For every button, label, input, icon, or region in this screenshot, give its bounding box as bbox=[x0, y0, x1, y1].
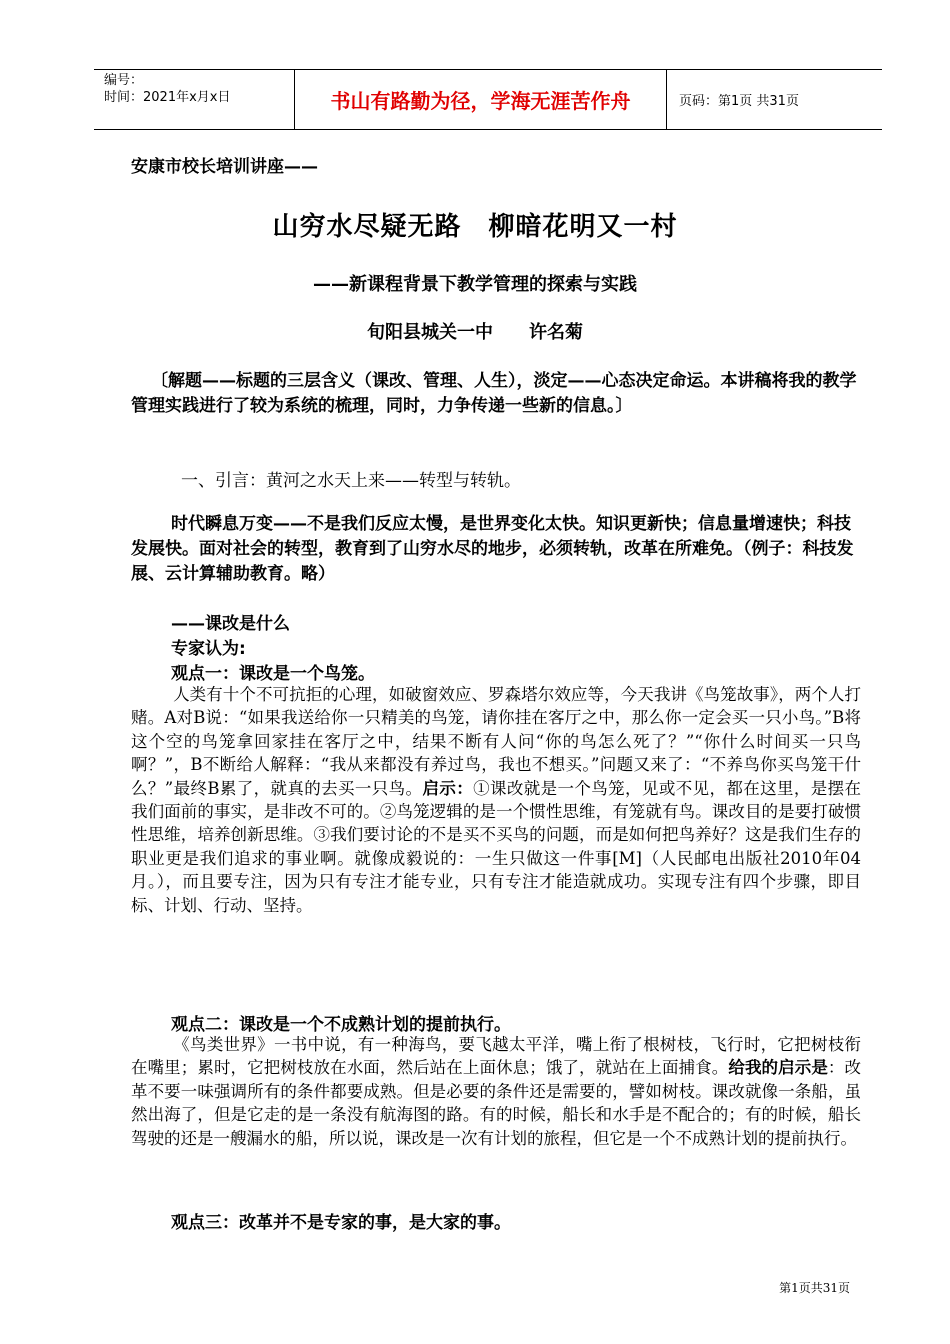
header-page-label: 页码：第1页 共31页 bbox=[679, 94, 799, 109]
header-motto: 书山有路勤为径，学海无涯苦作舟 bbox=[330, 89, 631, 113]
lecture-series: 安康市校长培训讲座—— bbox=[131, 157, 318, 177]
header-table bbox=[94, 69, 882, 130]
header-left-cell bbox=[104, 72, 294, 106]
viewpoint-two-body bbox=[131, 1033, 861, 1208]
time-label: 时间：2021年x月x日 bbox=[104, 90, 231, 105]
viewpoint-one-heading: 观点一：课改是一个鸟笼。 bbox=[171, 664, 375, 684]
viewpoint-two-heading: 观点二：课改是一个不成熟计划的提前执行。 bbox=[171, 1015, 511, 1035]
header-divider bbox=[666, 70, 667, 129]
number-label: 编号： bbox=[104, 73, 144, 88]
hint-label: 给我的启示是 bbox=[728, 1058, 828, 1078]
experts-label: 专家认为: bbox=[171, 639, 246, 659]
viewpoint-three-heading: 观点三：改革并不是专家的事，是大家的事。 bbox=[171, 1213, 511, 1233]
viewpoint-one-hint-text: ①课改就是一个鸟笼，见或不见，都在这里，是摆在我们面前的事实，是非改不可的。②鸟笼逻辑的是一个惯性思维，有笼就有鸟。课改目的是要打破惯性思维，培养创新思维。③我们要讨论的不是买不买鸟的问题，而是如何把鸟养好？这是我们生存的职业更是我们追求的事业啊。就像成毅说的：一生只做这一件事[M]（人民邮电出版社2010年04月。），而且要专注，因为只有专注才能专业，只有专注才能造就成功。实现专注有四个步骤，即目标、计划、行动、坚持。 bbox=[131, 778, 861, 915]
page-footer: 第1页共31页 bbox=[779, 1281, 850, 1295]
author-line: 旬阳县城关一中 许名菊 bbox=[367, 322, 583, 343]
viewpoint-two-hint-text: ：改革不要一味强调所有的条件都要成熟。但是必要的条件还是需要的，譬如树枝。课改就像一条船，虽然出海了，但是它走的是一条没有航海图的路。有的时候，船长和水手是不配合的；有的时候，船长驾驶的还是一艘漏水的船，所以说，课改是一次有计划的旅程，但它是一个不成熟计划的提前执行。 bbox=[131, 1058, 861, 1148]
question-heading: ——课改是什么 bbox=[171, 614, 290, 634]
intro-paragraph: 〔解题——标题的三层含义（课改、管理、人生），淡定——心态决定命运。本讲稿将我的教学管理实践进行了较为系统的梳理，同时，力争传递一些新的信息。〕 bbox=[131, 371, 857, 416]
page-subtitle: ——新课程背景下教学管理的探索与实践 bbox=[313, 274, 637, 295]
viewpoint-one-text: 人类有十个不可抗拒的心理，如破窗效应、罗森塔尔效应等，今天我讲《鸟笼故事》，两个人打赌。A对B说：“如果我送给你一只精美的鸟笼，请你挂在客厅之中，那么你一定会买一只小鸟。”B将这个空的鸟笼拿回家挂在客厅之中，结果不断有人问“你的鸟怎么死了？”“你什么时间买一只鸟啊？”，B不断给人解释：“我从来都没有养过鸟，我也不想买。”问题又来了：“不养鸟你买鸟笼干什么？”最终B累了，就真的去买一只鸟。 bbox=[131, 685, 861, 798]
viewpoint-one-body bbox=[131, 683, 861, 1010]
viewpoint-two-text: 《鸟类世界》一书中说，有一种海鸟，要飞越太平洋，嘴上衔了根树枝，飞行时，它把树枝衔在嘴里；累时，它把树枝放在水面，然后站在上面休息；饿了，就站在上面捕食。 bbox=[131, 1035, 861, 1078]
hint-label: 启示： bbox=[422, 778, 474, 798]
times-paragraph: 时代瞬息万变——不是我们反应太慢，是世界变化太快。知识更新快；信息量增速快；科技发展快。面对社会的转型，教育到了山穷水尽的地步，必须转轨，改革在所难免。（例子：科技发展、云计算辅助教育。略） bbox=[131, 514, 854, 584]
page-title: 山穷水尽疑无路 柳暗花明又一村 bbox=[272, 212, 678, 242]
section-heading: 一、引言：黄河之水天上来——转型与转轨。 bbox=[181, 471, 521, 491]
